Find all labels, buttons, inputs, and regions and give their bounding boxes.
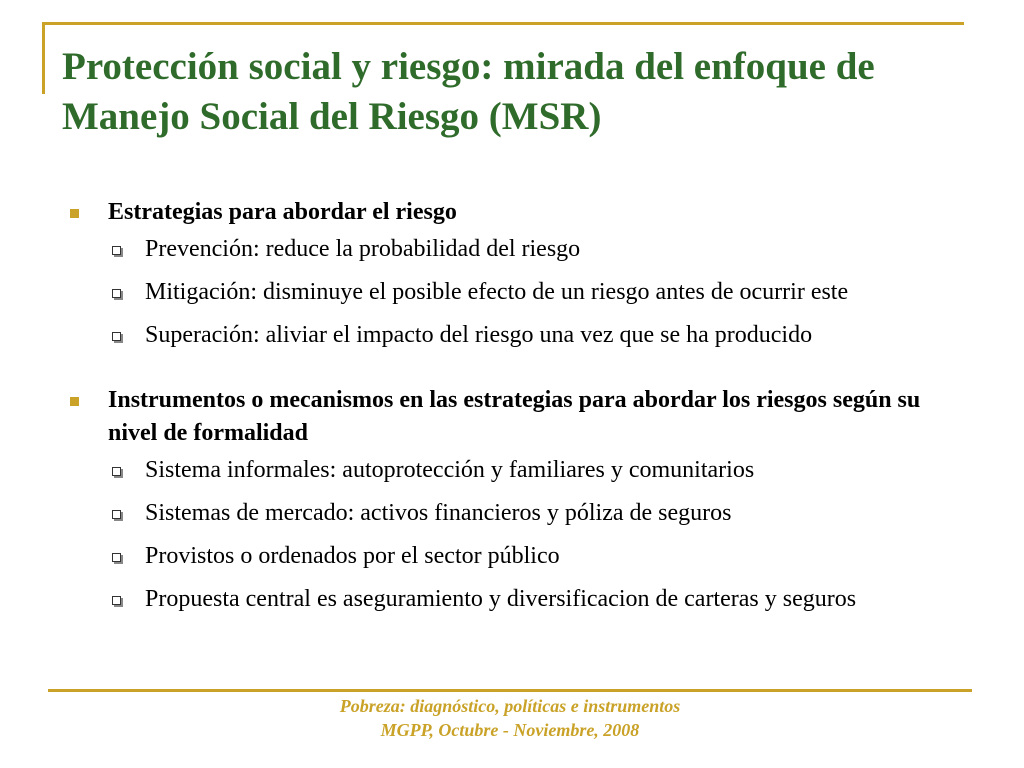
list-item xyxy=(70,276,1000,309)
list-item xyxy=(70,497,1000,530)
list-item xyxy=(70,233,1000,266)
square-bullet-icon xyxy=(70,209,79,218)
checkbox-bullet-icon xyxy=(112,289,121,298)
slide-title: Protección social y riesgo: mirada del enfoque de Manejo Social del Riesgo (MSR) xyxy=(62,45,875,138)
section-heading-strategies xyxy=(70,196,1000,229)
section-heading-text: Estrategias para abordar el riesgo xyxy=(108,199,457,225)
footer-line-course: Pobreza: diagnóstico, políticas e instrumentos xyxy=(339,696,681,716)
checkbox-bullet-icon xyxy=(112,332,121,341)
left-decorative-rule xyxy=(42,22,45,94)
list-item-text: Superación: aliviar el impacto del riesgo una vez que se ha producido xyxy=(145,322,813,348)
list-item xyxy=(70,454,1000,487)
list-item-text: Prevención: reduce la probabilidad del riesgo xyxy=(145,236,581,262)
section-heading-instruments xyxy=(70,384,948,450)
checkbox-bullet-icon xyxy=(112,467,121,476)
section-heading-text: Instrumentos o mecanismos en las estrategias para abordar los riesgos según su nivel de formalidad xyxy=(108,387,921,446)
list-item-text: Sistema informales: autoprotección y familiares y comunitarios xyxy=(145,457,755,483)
slide-footer xyxy=(48,694,972,742)
footer-line-date: MGPP, Octubre - Noviembre, 2008 xyxy=(380,720,640,740)
list-item xyxy=(70,583,925,616)
top-decorative-rule xyxy=(42,22,964,25)
list-item-text: Sistemas de mercado: activos financieros y póliza de seguros xyxy=(145,500,732,526)
checkbox-bullet-icon xyxy=(112,553,121,562)
list-item xyxy=(70,319,1000,352)
bottom-decorative-rule xyxy=(48,689,972,692)
list-item-text: Propuesta central es aseguramiento y diversificacion de carteras y seguros xyxy=(145,586,857,612)
square-bullet-icon xyxy=(70,397,79,406)
list-item-text: Mitigación: disminuye el posible efecto de un riesgo antes de ocurrir este xyxy=(145,279,849,305)
checkbox-bullet-icon xyxy=(112,246,121,255)
checkbox-bullet-icon xyxy=(112,596,121,605)
checkbox-bullet-icon xyxy=(112,510,121,519)
list-item-text: Provistos o ordenados por el sector público xyxy=(145,543,560,569)
slide-content xyxy=(70,196,1000,616)
list-item xyxy=(70,540,1000,573)
